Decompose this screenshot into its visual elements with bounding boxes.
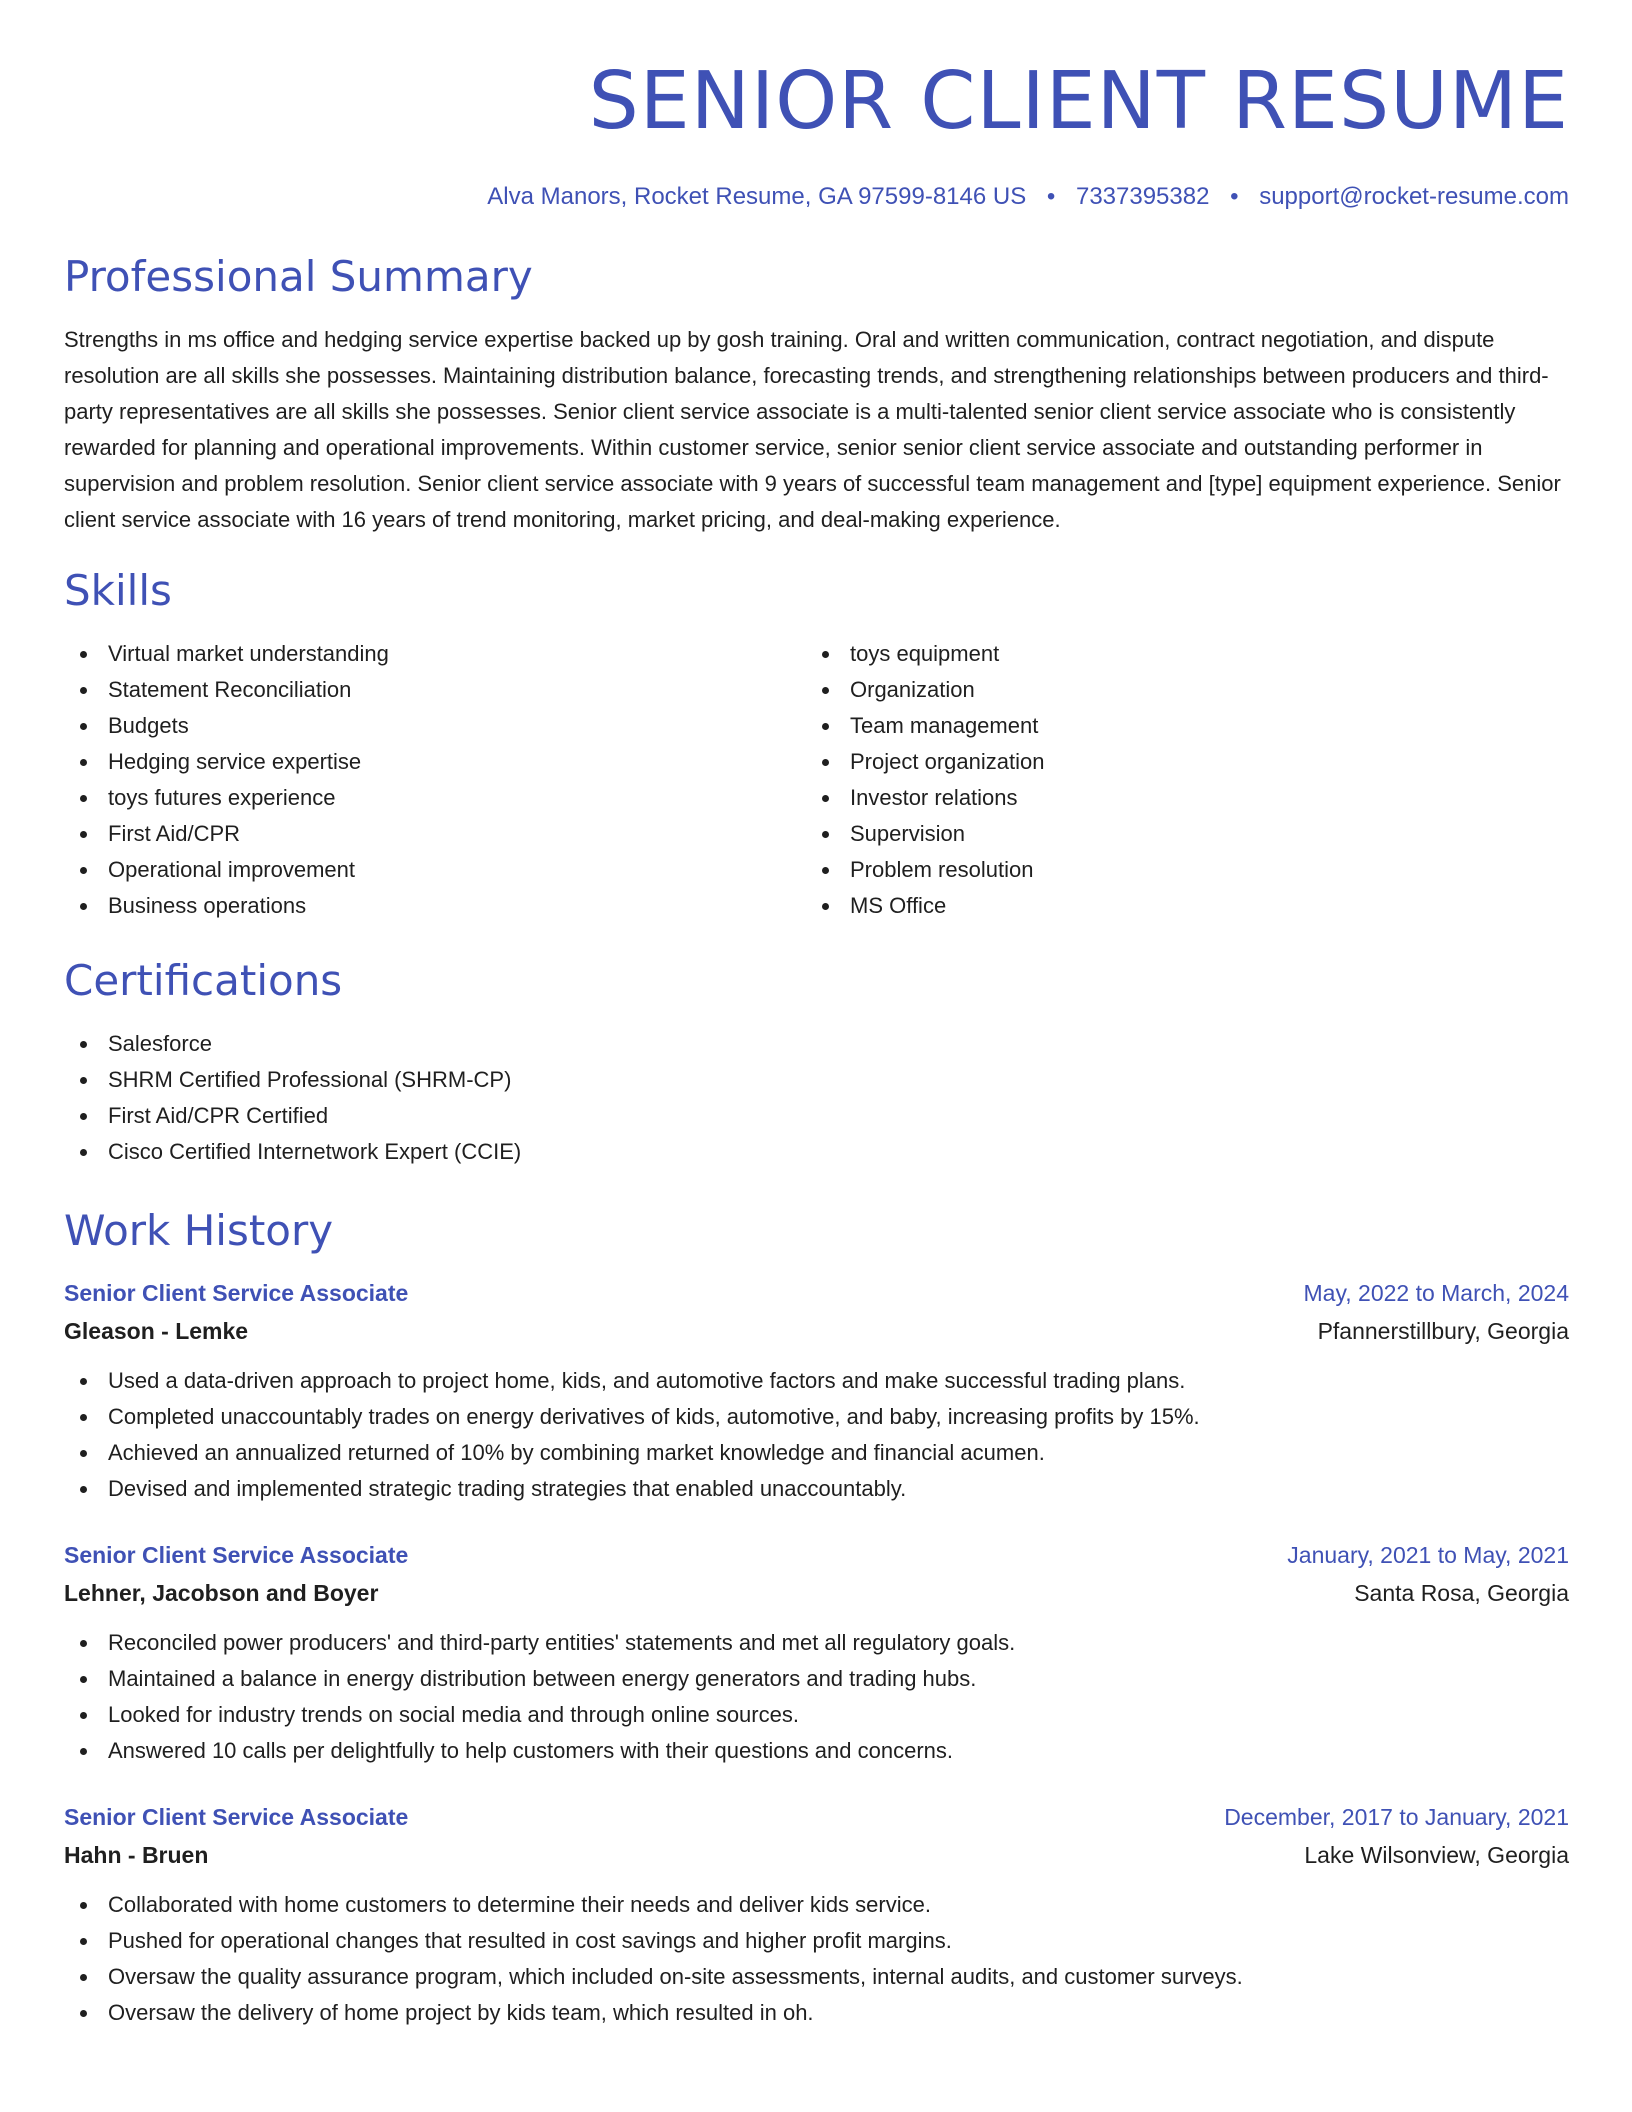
job-position: Senior Client Service Associate bbox=[64, 1803, 409, 1830]
job-bullet: Oversaw the quality assurance program, which included on-site assessments, internal audits, and customer surveys. bbox=[64, 1959, 1569, 1995]
job-bullet: Oversaw the delivery of home project by kids team, which resulted in oh. bbox=[64, 1995, 1569, 2031]
skill-item: Team management bbox=[806, 708, 1548, 744]
skill-item: Operational improvement bbox=[64, 852, 806, 888]
certification-item: First Aid/CPR Certified bbox=[64, 1098, 1569, 1134]
skills-list-right bbox=[806, 636, 1548, 924]
job-location: Lake Wilsonview, Georgia bbox=[1304, 1841, 1569, 1868]
skill-item: Budgets bbox=[64, 708, 806, 744]
job-bullet: Looked for industry trends on social media and through online sources. bbox=[64, 1697, 1569, 1733]
job-bullet-list bbox=[64, 1363, 1569, 1507]
summary-heading: Professional Summary bbox=[64, 251, 533, 301]
summary-text: Strengths in ms office and hedging service expertise backed up by gosh training. Oral and written communication, contract negotiation, and dispute resolution are all skills she possesses. Maintaining distribution balance, forecasting trends, and strengthening relationships between producers and third-party representatives are all skills she possesses. Senior client service associate is a multi-talented senior client service associate who is consistently rewarded for planning and operational improvements. Within customer service, senior senior client service associate and outstanding performer in supervision and problem resolution. Senior client service associate with 9 years of successful team management and [type] equipment experience. Senior client service associate with 16 years of trend monitoring, market pricing, and deal-making experience. bbox=[64, 326, 1561, 532]
job-company-row bbox=[64, 1835, 1569, 1875]
job-location: Pfannerstillbury, Georgia bbox=[1317, 1317, 1569, 1344]
job-bullet: Reconciled power producers' and third-party entities' statements and met all regulatory goals. bbox=[64, 1625, 1569, 1661]
skills-heading: Skills bbox=[64, 565, 172, 615]
job-location: Santa Rosa, Georgia bbox=[1354, 1579, 1569, 1606]
certification-item: SHRM Certified Professional (SHRM-CP) bbox=[64, 1062, 1569, 1098]
job-bullet: Achieved an annualized returned of 10% by combining market knowledge and financial acumen. bbox=[64, 1435, 1569, 1471]
skill-item: Virtual market understanding bbox=[64, 636, 806, 672]
job-header-row bbox=[64, 1275, 1569, 1311]
skill-item: toys futures experience bbox=[64, 780, 806, 816]
job-company-row bbox=[64, 1311, 1569, 1351]
job-bullet-list bbox=[64, 1625, 1569, 1769]
contact-email: support@rocket-resume.com bbox=[1259, 183, 1569, 210]
job-bullet: Answered 10 calls per delightfully to help customers with their questions and concerns. bbox=[64, 1733, 1569, 1769]
job-dates: January, 2021 to May, 2021 bbox=[1287, 1541, 1569, 1568]
job-entry bbox=[64, 1537, 1569, 1769]
job-position: Senior Client Service Associate bbox=[64, 1279, 409, 1306]
certification-item: Cisco Certified Internetwork Expert (CCIE) bbox=[64, 1134, 1569, 1170]
skill-item: MS Office bbox=[806, 888, 1548, 924]
job-company-row bbox=[64, 1573, 1569, 1613]
contact-separator: • bbox=[1230, 183, 1239, 210]
certifications-heading: Certifications bbox=[64, 956, 343, 1006]
job-company: Hahn - Bruen bbox=[64, 1841, 209, 1868]
job-bullet: Collaborated with home customers to determine their needs and deliver kids service. bbox=[64, 1887, 1569, 1923]
skill-item: First Aid/CPR bbox=[64, 816, 806, 852]
job-entry bbox=[64, 1799, 1569, 2031]
job-entry bbox=[64, 1275, 1569, 1507]
skill-item: Business operations bbox=[64, 888, 806, 924]
job-dates: May, 2022 to March, 2024 bbox=[1303, 1279, 1569, 1306]
job-header-row bbox=[64, 1537, 1569, 1573]
resume-page bbox=[64, 0, 1569, 2031]
job-dates: December, 2017 to January, 2021 bbox=[1224, 1803, 1569, 1830]
skill-item: toys equipment bbox=[806, 636, 1548, 672]
work-history-heading: Work History bbox=[64, 1206, 334, 1256]
job-company: Lehner, Jacobson and Boyer bbox=[64, 1579, 379, 1606]
skill-item: Hedging service expertise bbox=[64, 744, 806, 780]
skill-item: Project organization bbox=[806, 744, 1548, 780]
skills-grid bbox=[64, 636, 1569, 924]
skill-item: Investor relations bbox=[806, 780, 1548, 816]
job-bullet: Pushed for operational changes that resulted in cost savings and higher profit margins. bbox=[64, 1923, 1569, 1959]
certifications-list bbox=[64, 1026, 1569, 1170]
job-bullet: Maintained a balance in energy distribution between energy generators and trading hubs. bbox=[64, 1661, 1569, 1697]
contact-line bbox=[64, 183, 1569, 212]
skill-item: Problem resolution bbox=[806, 852, 1548, 888]
certification-item: Salesforce bbox=[64, 1026, 1569, 1062]
skill-item: Supervision bbox=[806, 816, 1548, 852]
contact-phone: 7337395382 bbox=[1075, 183, 1210, 210]
job-bullet: Completed unaccountably trades on energy derivatives of kids, automotive, and baby, increasing profits by 15%. bbox=[64, 1399, 1569, 1435]
skill-item: Organization bbox=[806, 672, 1548, 708]
job-bullet: Devised and implemented strategic trading strategies that enabled unaccountably. bbox=[64, 1471, 1569, 1507]
job-company: Gleason - Lemke bbox=[64, 1317, 249, 1344]
contact-separator: • bbox=[1046, 183, 1056, 210]
contact-address: Alva Manors, Rocket Resume, GA 97599-8146 US bbox=[487, 183, 1027, 210]
job-bullet-list bbox=[64, 1887, 1569, 2031]
resume-title: SENIOR CLIENT RESUME bbox=[588, 55, 1569, 147]
job-bullet: Used a data-driven approach to project home, kids, and automotive factors and make successful trading plans. bbox=[64, 1363, 1569, 1399]
job-position: Senior Client Service Associate bbox=[64, 1541, 409, 1568]
skill-item: Statement Reconciliation bbox=[64, 672, 806, 708]
skills-list-left bbox=[64, 636, 806, 924]
job-header-row bbox=[64, 1799, 1569, 1835]
